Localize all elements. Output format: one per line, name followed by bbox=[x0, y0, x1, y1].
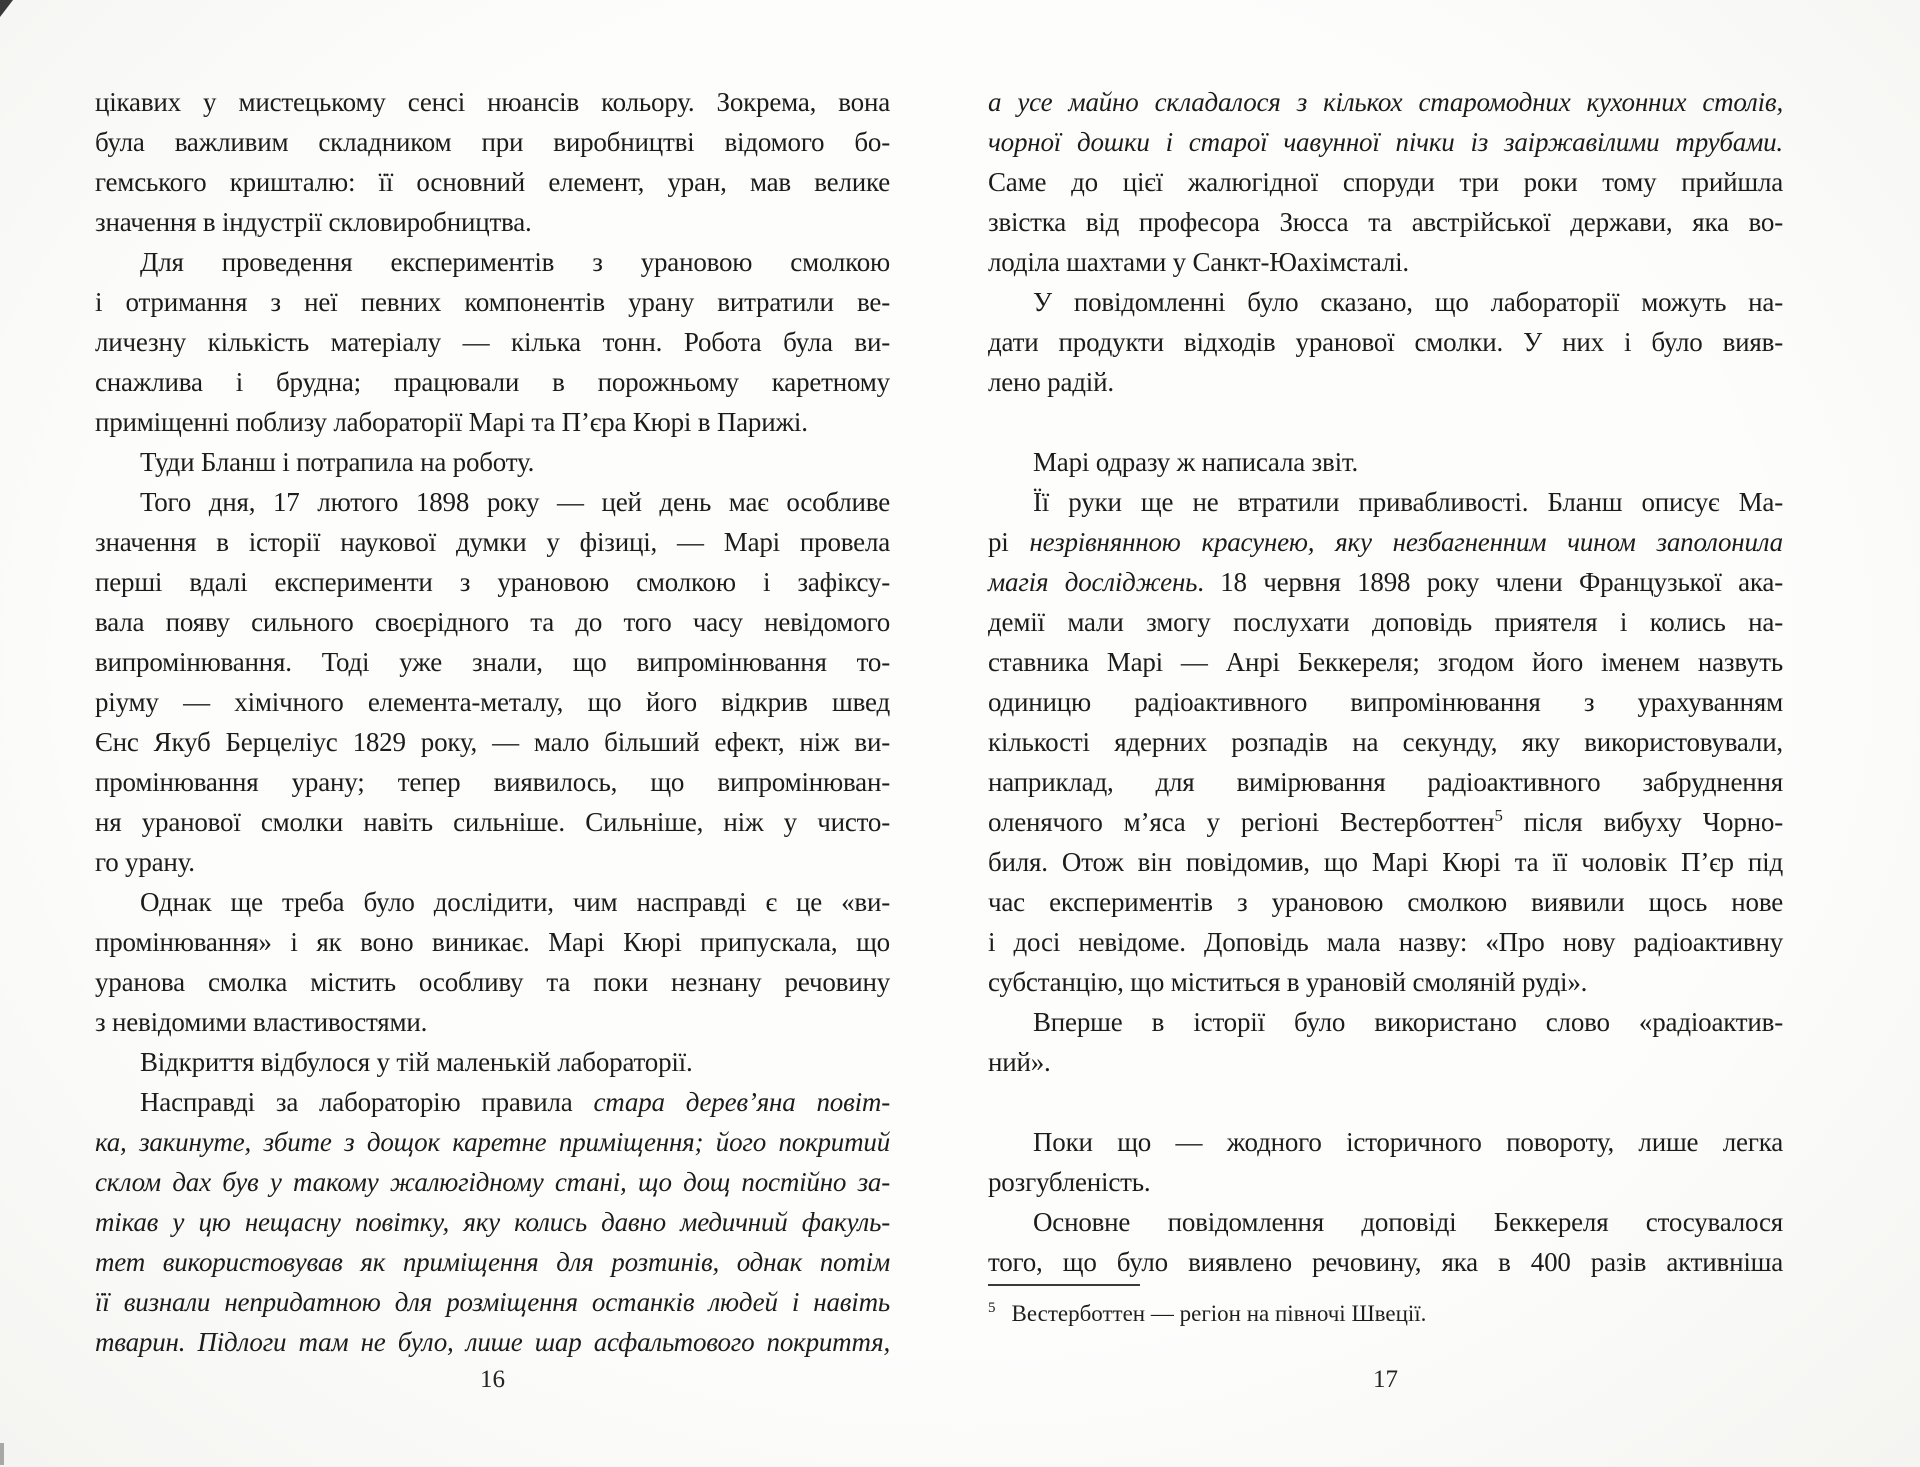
text-run: наприклад, для вимірювання радіоактивного забруднення bbox=[988, 767, 1783, 797]
page-17-number: 17 bbox=[1373, 1366, 1398, 1393]
text-line bbox=[988, 1162, 1783, 1202]
text-run: склом дах був у такому жалюгідному стані, що дощ постійно за- bbox=[95, 1167, 890, 1197]
text-run: Основне повідомлення доповіді Беккереля стосувалося bbox=[1033, 1207, 1783, 1237]
text-run: промінювання» і як воно виникає. Марі Кюрі припускала, що bbox=[95, 927, 890, 957]
text-run: ний». bbox=[988, 1047, 1051, 1077]
page-16-number: 16 bbox=[480, 1366, 505, 1393]
text-run: її визнали непридатною для розміщення останків людей і навіть bbox=[95, 1287, 890, 1317]
text-line bbox=[95, 282, 890, 322]
text-line bbox=[988, 1002, 1783, 1042]
text-line bbox=[95, 1042, 890, 1082]
text-line bbox=[95, 1002, 890, 1042]
text-line bbox=[988, 202, 1783, 242]
text-run: личезну кількість матеріалу — кілька тонн. Робота була ви- bbox=[95, 327, 890, 357]
text-run: уранова смолка містить особливу та поки незнану речовину bbox=[95, 967, 890, 997]
text-run: Вперше в історії було використано слово «радіоактив- bbox=[1033, 1007, 1783, 1037]
text-run: лоділа шахтами у Санкт-Юахімсталі. bbox=[988, 247, 1409, 277]
text-run: Для проведення експериментів з урановою смолкою bbox=[140, 247, 890, 277]
text-line bbox=[95, 1162, 890, 1202]
text-run: магія досліджень bbox=[988, 567, 1198, 597]
text-line bbox=[988, 1242, 1783, 1282]
text-line bbox=[95, 882, 890, 922]
text-run: після вибуху Чорно- bbox=[1502, 807, 1783, 837]
text-run: значення в історії наукової думки у фізиці, — Марі провела bbox=[95, 527, 890, 557]
text-run: з невідомими властивостями. bbox=[95, 1007, 428, 1037]
footnote-body: Вестерботтен — регіон на півночі Швеції. bbox=[1011, 1301, 1427, 1326]
text-line bbox=[988, 1202, 1783, 1242]
text-run: того, що було виявлено речовину, яка в 400 разів активніша bbox=[988, 1247, 1783, 1277]
text-run: випромінювання. Тоді уже знали, що випромінювання то- bbox=[95, 647, 890, 677]
text-line bbox=[988, 242, 1783, 282]
text-line bbox=[95, 522, 890, 562]
text-run: і досі невідоме. Доповідь мала назву: «Про нову радіоактивну bbox=[988, 927, 1783, 957]
text-run: цікавих у мистецькому сенсі нюансів кольору. Зокрема, вона bbox=[95, 87, 890, 117]
text-run: оленячого м’яса у регіоні Вестерботтен bbox=[988, 807, 1495, 837]
text-line bbox=[95, 1322, 890, 1362]
text-line bbox=[988, 122, 1783, 162]
text-line bbox=[988, 682, 1783, 722]
text-line bbox=[988, 762, 1783, 802]
text-line bbox=[95, 602, 890, 642]
text-line bbox=[988, 1042, 1783, 1082]
text-line bbox=[95, 722, 890, 762]
text-line bbox=[95, 122, 890, 162]
text-run: Того дня, 17 лютого 1898 року — цей день має особливе bbox=[140, 487, 890, 517]
page-17-text-column bbox=[988, 82, 1783, 1282]
text-run: одиницю радіоактивного випромінювання з урахуванням bbox=[988, 687, 1783, 717]
blank-line bbox=[988, 402, 1783, 442]
text-line bbox=[95, 842, 890, 882]
text-run: Поки що — жодного історичного повороту, лише легка bbox=[1033, 1127, 1783, 1157]
text-run: дати продукти відходів уранової смолки. У них і було вияв- bbox=[988, 327, 1783, 357]
text-run: промінювання урану; тепер виявилось, що випромінюван- bbox=[95, 767, 890, 797]
text-run: . 18 червня 1898 року члени Французької ака- bbox=[1197, 567, 1783, 597]
text-run: стара дерев’яна повіт- bbox=[593, 1087, 890, 1117]
text-run: ня уранової смолки навіть сильніше. Сильніше, ніж у чисто- bbox=[95, 807, 890, 837]
text-run: тет використовував як приміщення для розтинів, однак потім bbox=[95, 1247, 890, 1277]
text-run: демії мали змогу послухати доповідь приятеля і колись на- bbox=[988, 607, 1783, 637]
text-run: час експериментів з урановою смолкою виявили щось нове bbox=[988, 887, 1783, 917]
text-line bbox=[988, 802, 1783, 842]
text-line bbox=[95, 442, 890, 482]
footnote-text bbox=[988, 1300, 1783, 1328]
text-line bbox=[95, 1282, 890, 1322]
text-run: чорної дошки і старої чавунної пічки із заіржавілими трубами. bbox=[988, 127, 1783, 157]
text-run: гемського кришталю: її основний елемент, уран, мав велике bbox=[95, 167, 890, 197]
text-run: незрівнянною красунею, яку незбагненним чином заполонила bbox=[1029, 527, 1783, 557]
text-line bbox=[95, 82, 890, 122]
text-line bbox=[988, 882, 1783, 922]
page-16-text-column bbox=[95, 82, 890, 1362]
text-line bbox=[988, 442, 1783, 482]
footnote-block bbox=[988, 1284, 1783, 1328]
text-run: вала появу сильного своєрідного та до того часу невідомого bbox=[95, 607, 890, 637]
text-run: биля. Отож він повідомив, що Марі Кюрі та її чоловік П’єр під bbox=[988, 847, 1783, 877]
text-line bbox=[988, 1122, 1783, 1162]
text-line bbox=[95, 642, 890, 682]
text-line bbox=[988, 722, 1783, 762]
text-line bbox=[95, 682, 890, 722]
text-line bbox=[95, 242, 890, 282]
text-line bbox=[95, 162, 890, 202]
text-run: перші вдалі експерименти з урановою смолкою і зафіксу- bbox=[95, 567, 890, 597]
text-run: лено радій. bbox=[988, 367, 1114, 397]
text-line bbox=[95, 362, 890, 402]
footnote-marker: 5 bbox=[988, 1300, 996, 1317]
text-line bbox=[95, 1122, 890, 1162]
text-run: го урану. bbox=[95, 847, 195, 877]
text-run: Єнс Якуб Берцеліус 1829 року, — мало більший ефект, ніж ви- bbox=[95, 727, 890, 757]
text-run: значення в індустрії скловиробництва. bbox=[95, 207, 532, 237]
footnote-divider bbox=[988, 1284, 1140, 1286]
text-line bbox=[988, 322, 1783, 362]
text-run: а усе майно складалося з кількох старомодних кухонних столів, bbox=[988, 87, 1783, 117]
text-run: рі bbox=[988, 527, 1030, 557]
text-run: ка, закинуте, збите з дощок каретне приміщення; його покритий bbox=[95, 1127, 890, 1157]
text-run: субстанцію, що міститься в урановій смоляній руді». bbox=[988, 967, 1588, 997]
text-line bbox=[95, 562, 890, 602]
text-run: Відкриття відбулося у тій маленькій лабораторії. bbox=[140, 1047, 693, 1077]
text-line bbox=[988, 962, 1783, 1002]
text-line bbox=[95, 202, 890, 242]
text-run: тварин. Підлоги там не було, лише шар асфальтового покриття, bbox=[95, 1327, 890, 1357]
text-line bbox=[95, 962, 890, 1002]
blank-line bbox=[988, 1082, 1783, 1122]
text-run: Однак ще треба було дослідити, чим насправді є це «ви- bbox=[140, 887, 890, 917]
text-run: розгубленість. bbox=[988, 1167, 1151, 1197]
text-line bbox=[95, 802, 890, 842]
text-line bbox=[988, 842, 1783, 882]
text-run: кількості ядерних розпадів на секунду, яку використовували, bbox=[988, 727, 1783, 757]
text-run: і отримання з неї певних компонентів урану витратили ве- bbox=[95, 287, 890, 317]
text-run: приміщенні поблизу лабораторії Марі та П’єра Кюрі в Парижі. bbox=[95, 407, 808, 437]
text-line bbox=[988, 282, 1783, 322]
text-line bbox=[95, 1242, 890, 1282]
text-line bbox=[95, 922, 890, 962]
text-run: тікав у цю нещасну повітку, яку колись давно медичний факуль- bbox=[95, 1207, 890, 1237]
text-line bbox=[95, 1202, 890, 1242]
text-line bbox=[95, 762, 890, 802]
text-run: Саме до цієї жалюгідної споруди три роки тому прийшла bbox=[988, 167, 1783, 197]
text-run: У повідомленні було сказано, що лабораторії можуть на- bbox=[1033, 287, 1783, 317]
text-line bbox=[988, 482, 1783, 522]
footnote-reference: 5 bbox=[1494, 806, 1503, 825]
text-run: ставника Марі — Анрі Беккереля; згодом його іменем назвуть bbox=[988, 647, 1783, 677]
text-run: звістка від професора Зюсса та австрійської держави, яка во- bbox=[988, 207, 1783, 237]
text-run: Її руки ще не втратили привабливості. Бланш описує Ма- bbox=[1033, 487, 1783, 517]
text-line bbox=[95, 322, 890, 362]
text-run: снажлива і брудна; працювали в порожньому каретному bbox=[95, 367, 890, 397]
text-line bbox=[988, 922, 1783, 962]
text-run: була важливим складником при виробництві відомого бо- bbox=[95, 127, 890, 157]
page-17 bbox=[960, 0, 1920, 1467]
text-line bbox=[988, 522, 1783, 562]
text-line bbox=[95, 1082, 890, 1122]
text-line bbox=[988, 162, 1783, 202]
text-run: Насправді за лабораторію правила bbox=[140, 1087, 594, 1117]
text-line bbox=[988, 642, 1783, 682]
text-line bbox=[95, 482, 890, 522]
text-run: Марі одразу ж написала звіт. bbox=[1033, 447, 1358, 477]
text-line bbox=[95, 402, 890, 442]
text-line bbox=[988, 562, 1783, 602]
text-line bbox=[988, 82, 1783, 122]
text-run: ріуму — хімічного елемента-металу, що його відкрив швед bbox=[95, 687, 890, 717]
text-line bbox=[988, 602, 1783, 642]
text-run: Туди Бланш і потрапила на роботу. bbox=[140, 447, 535, 477]
text-line bbox=[988, 362, 1783, 402]
